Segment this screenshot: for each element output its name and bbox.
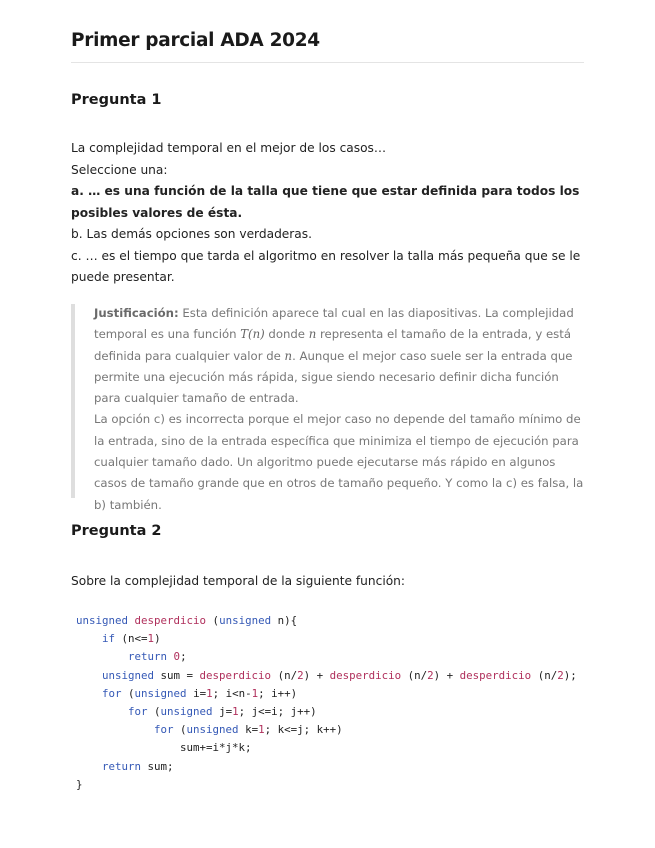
document-title: Primer parcial ADA 2024 (71, 30, 320, 51)
option-a: a. … es una función de la talla que tiene que estar definida para todos los posibles valores de ésta. (71, 184, 580, 220)
question-1-prompt: Seleccione una: (71, 162, 168, 177)
code-line: unsigned desperdicio (unsigned n){ (76, 614, 298, 627)
question-2-statement: Sobre la complejidad temporal de la siguiente función: (71, 574, 405, 588)
code-block (76, 612, 616, 794)
justification-text-2: donde (264, 327, 309, 342)
code-line: } (76, 777, 83, 791)
math-n: n (308, 327, 317, 342)
title-divider (71, 62, 584, 63)
justification-text (94, 303, 586, 516)
justification-text-1: Esta definición aparece tal cual en las diapositivas. La complejidad temporal es una función (94, 306, 574, 342)
math-n-2: n (284, 348, 293, 363)
justification-text-3: representa el tamaño de la entrada, y está definida para cualquier valor de (94, 327, 571, 363)
code-line: return 0; (128, 650, 187, 664)
code-line: return sum; (102, 759, 174, 773)
math-tn: T(n) (240, 327, 265, 342)
code-line: unsigned sum = desperdicio (n/2) + desperdicio (n/2) + desperdicio (n/2); (102, 668, 577, 682)
option-b: b. Las demás opciones son verdaderas. (71, 227, 313, 241)
justification-paragraph-1 (94, 303, 586, 409)
code-line: if (n<=1) (102, 632, 161, 646)
code-line: for (unsigned j=1; j<=i; j++) (128, 705, 317, 719)
justification-blockquote (71, 304, 584, 512)
question-1-heading: Pregunta 1 (71, 92, 162, 108)
question-1-body (71, 138, 584, 289)
justification-paragraph-2: La opción c) es incorrecta porque el mejor caso no depende del tamaño mínimo de la entrada, sino de la entrada específica que minimiza el tiempo de ejecución para cualquier tamaño dado. Un algoritmo puede ejecutarse más rápido en algunos casos de tamaño grande que en otros de tamaño pequeño. Y como la c) es falsa, la b) también. (94, 412, 584, 512)
code-line: for (unsigned i=1; i<n-1; i++) (102, 686, 298, 700)
code-line: sum+=i*j*k; (76, 741, 252, 755)
question-2-heading: Pregunta 2 (71, 523, 162, 539)
option-c: c. … es el tiempo que tarda el algoritmo en resolver la talla más pequeña que se le puede presentar. (71, 248, 581, 284)
question-1-statement: La complejidad temporal en el mejor de los casos… (71, 141, 387, 155)
question-2-body (71, 571, 584, 593)
justification-text-4: . Aunque el mejor caso suele ser la entrada que permite una ejecución más rápida, sigue siendo necesario definir dicha función para cualquier tamaño de entrada. (94, 348, 573, 406)
code-line: for (unsigned k=1; k<=j; k++) (154, 723, 343, 737)
justification-label: Justificación: (94, 306, 179, 320)
